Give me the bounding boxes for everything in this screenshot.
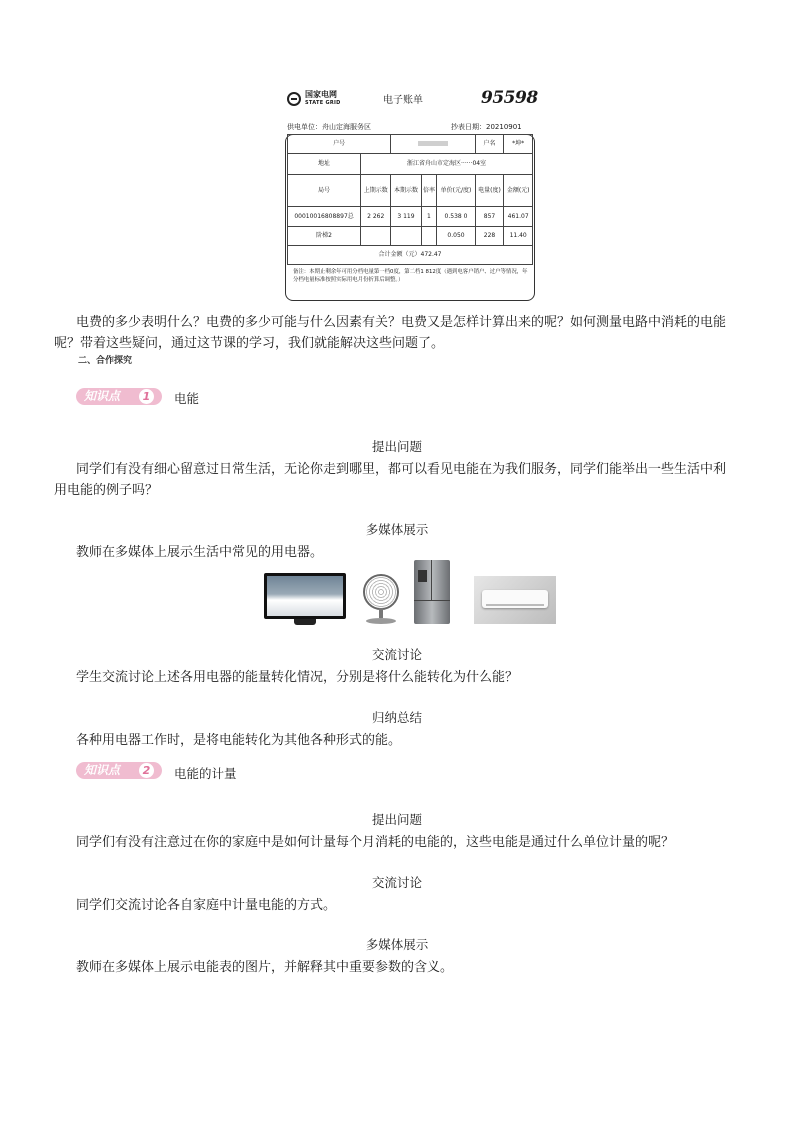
cell-curr [391,227,421,246]
label-curr-reading: 本期示数 [391,175,421,207]
cell-prev [361,227,391,246]
table-row [288,207,533,227]
kp-label: 知识点 [84,763,121,777]
intro-paragraph: 电费的多少表明什么？电费的多少可能与什么因素有关？电费又是怎样计算出来的呢？如何测量电路中消耗的电能呢？带着这些疑问，通过这节课的学习，我们就能解决这些问题了。 [54,315,727,351]
table-row [288,227,533,246]
subheading-ask-question: 提出问题 [371,439,422,454]
label-meter-no: 局号 [288,175,361,207]
state-grid-logo [287,88,341,110]
cell-meter: 阶梯2 [288,227,361,246]
state-grid-logo-icon [287,92,301,106]
knowledge-point-badge-2 [76,762,162,779]
cell-prev: 2 262 [361,207,391,227]
cell-curr: 3 119 [391,207,421,227]
paragraph-1: 同学们有没有细心留意过日常生活，无论你走到哪里，都可以看见电能在为我们服务，同学们能举出一些生活中利用电能的例子吗？ [54,462,727,498]
refrigerator-picture [414,560,450,624]
fan-pole [379,608,383,618]
cell-usage: 228 [475,227,504,246]
account-no-value [391,135,475,154]
subheading-discussion-2: 交流讨论 [371,875,422,890]
tv-screen [264,573,346,619]
label-usage: 电量(度) [475,175,504,207]
subheading-multimedia: 多媒体展示 [365,522,429,537]
fan-base [366,618,396,624]
cell-usage: 857 [475,207,504,227]
hotline-number: 95598 [481,88,538,108]
kp-number-2: 2 [139,763,154,778]
tv-picture [264,573,346,625]
redacted-block [418,141,448,146]
subheading-discussion: 交流讨论 [371,647,422,662]
paragraph-3: 学生交流讨论上述各用电器的能量转化情况，分别是将什么能转化为什么能？ [76,670,519,685]
fridge-door-split [431,560,432,600]
paragraph-6: 同学们交流讨论各自家庭中计量电能的方式。 [76,898,337,913]
paragraph-4: 各种用电器工作时，是将电能转化为其他各种形式的能。 [76,733,402,748]
label-amount: 金额(元) [504,175,533,207]
fridge-dispenser [418,570,427,582]
cell-amount: 11.40 [504,227,533,246]
fan-picture [360,574,404,624]
label-unit-price: 单价(元/度) [437,175,475,207]
section-heading: 二、合作探究 [78,356,133,366]
bill-supplier: 供电单位：舟山定海服务区 [287,123,371,131]
cell-mult [421,227,437,246]
bill-note: 备注：本期止剩余年可用分档电量第一档0度，第二档1 812度（遇到电客户销户、过户等情况，年分档电量标准按照实际用电月份折算后调整。） [293,269,528,283]
kp1-title: 电能 [174,391,200,406]
logo-english-text: STATE GRID [305,100,341,106]
label-address: 地址 [288,154,361,175]
knowledge-point-badge-1 [76,388,162,405]
bill-total: 合计金额（元）472.47 [288,246,533,265]
label-account-name: 户名 [475,135,504,154]
cell-price: 0.538 0 [437,207,475,227]
ac-vent [486,604,544,606]
cell-price: 0.050 [437,227,475,246]
account-name-value: *坤* [504,135,533,154]
kp2-title: 电能的计量 [174,766,237,781]
subheading-multimedia-2: 多媒体展示 [365,937,429,952]
cell-amount: 461.07 [504,207,533,227]
paragraph-2: 教师在多媒体上展示生活中常见的用电器。 [76,545,324,560]
tv-stand [294,619,316,625]
fan-head [363,574,399,610]
fridge-drawer-split [414,600,450,601]
subheading-summary: 归纳总结 [371,710,422,725]
cell-mult: 1 [421,207,437,227]
tv-scene [267,576,343,616]
address-value: 浙江省舟山市定海区······04室 [361,154,533,175]
paragraph-5: 同学们有没有注意过在你的家庭中是如何计量每个月消耗的电能的，这些电能是通过什么单位计量的呢？ [76,835,675,850]
kp-label: 知识点 [84,389,121,403]
label-multiplier: 倍率 [421,175,437,207]
subheading-ask-question-2: 提出问题 [371,812,422,827]
bill-table [287,134,533,265]
cell-meter: 00010016808897总 [288,207,361,227]
air-conditioner-picture [474,576,556,624]
kp-number-1: 1 [139,389,154,404]
label-prev-reading: 上期示数 [361,175,391,207]
label-account-no: 户号 [288,135,391,154]
bill-reading-date: 抄表日期：20210901 [451,123,522,131]
paragraph-7: 教师在多媒体上展示电能表的图片，并解释其中重要参数的含义。 [76,960,454,975]
bill-title: 电子账单 [383,95,423,106]
electricity-bill-image [283,86,537,304]
logo-chinese-text: 国家电网 [305,90,337,99]
